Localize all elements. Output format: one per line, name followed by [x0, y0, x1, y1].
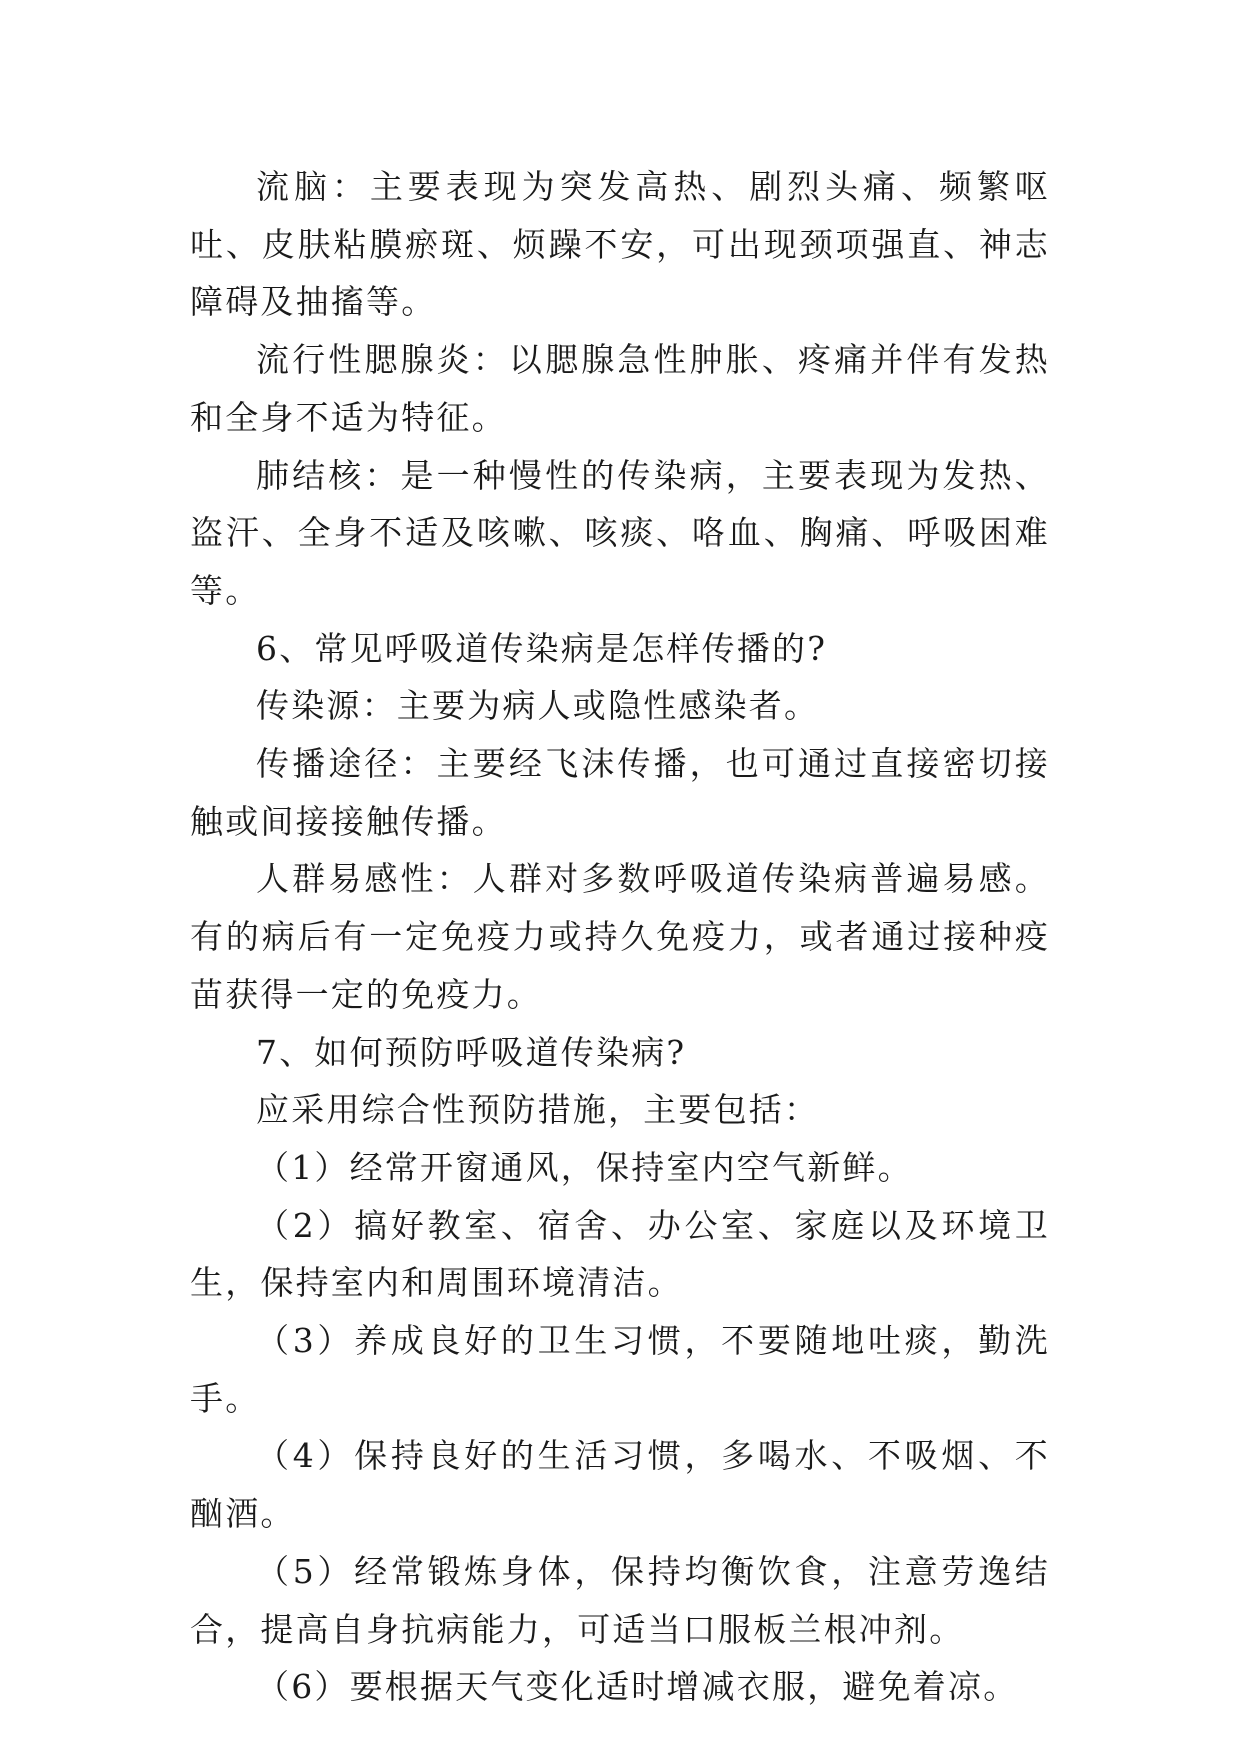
paragraph-infection-source: 传染源：主要为病人或隐性感染者。: [256, 686, 820, 726]
document-body: [190, 158, 1050, 1716]
paragraph-prevention-intro: 应采用综合性预防措施，主要包括：: [256, 1090, 820, 1130]
list-item-3: （3）养成良好的卫生习惯，不要随地吐痰，勤洗手。: [190, 1321, 1050, 1418]
list-item-5: （5）经常锻炼身体，保持均衡饮食，注意劳逸结合，提高自身抗病能力，可适当口服板兰根冲剂。: [190, 1551, 1050, 1649]
paragraph-mumps: 流行性腮腺炎：以腮腺急性肿胀、疼痛并伴有发热和全身不适为特征。: [190, 340, 1050, 437]
paragraph-meningitis: 流脑：主要表现为突发高热、剧烈头痛、频繁呕吐、皮肤粘膜瘀斑、烦躁不安，可出现颈项强直、神志障碍及抽搐等。: [190, 167, 1050, 322]
heading-question-6: 6、常见呼吸道传染病是怎样传播的?: [256, 628, 828, 668]
list-item-6: （6）要根据天气变化适时增减衣服，避免着凉。: [256, 1667, 1019, 1707]
paragraph-susceptibility: 人群易感性：人群对多数呼吸道传染病普遍易感。有的病后有一定免疫力或持久免疫力，或者通过接种疫苗获得一定的免疫力。: [190, 859, 1050, 1014]
paragraph-tuberculosis: 肺结核：是一种慢性的传染病，主要表现为发热、盗汗、全身不适及咳嗽、咳痰、咯血、胸痛、呼吸困难等。: [190, 455, 1050, 610]
list-item-1: （1）经常开窗通风，保持室内空气新鲜。: [256, 1147, 913, 1187]
list-item-2: （2）搞好教室、宿舍、办公室、家庭以及环境卫生，保持室内和周围环境清洁。: [190, 1205, 1050, 1303]
heading-question-7: 7、如何预防呼吸道传染病?: [256, 1032, 687, 1072]
paragraph-transmission-route: 传播途径：主要经飞沫传播，也可通过直接密切接触或间接接触传播。: [190, 744, 1050, 841]
list-item-4: （4）保持良好的生活习惯，多喝水、不吸烟、不酗酒。: [190, 1436, 1050, 1534]
